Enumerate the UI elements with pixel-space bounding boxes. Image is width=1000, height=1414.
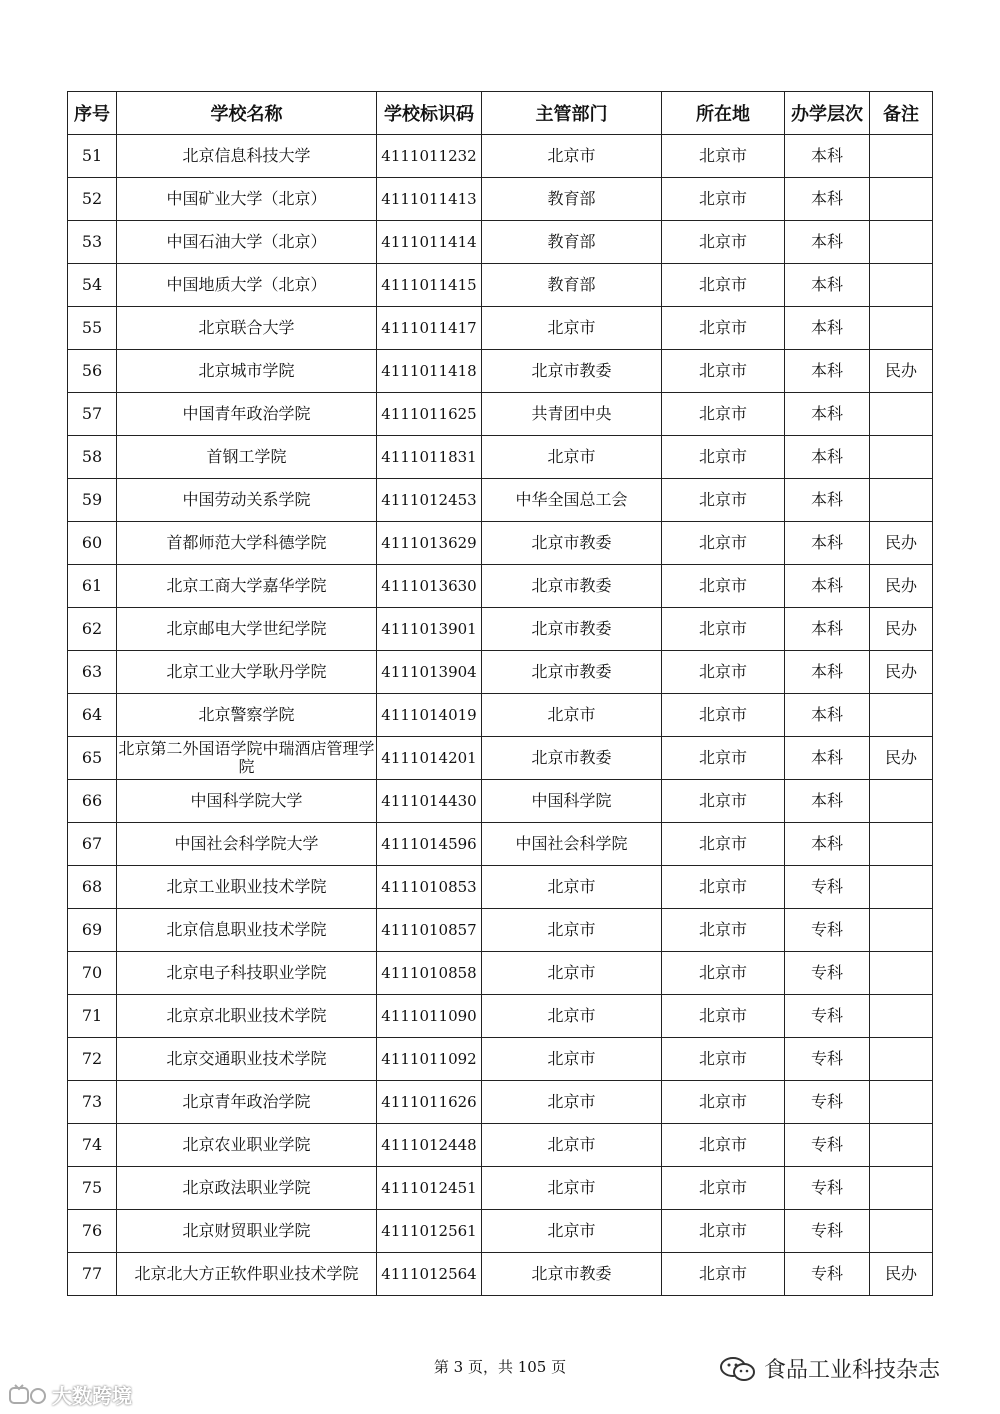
cell-school-code: 4111012561 [377,1210,482,1253]
cell-school-code: 4111012448 [377,1124,482,1167]
cell-school-name: 中国石油大学（北京） [117,221,377,264]
cell-authority: 北京市 [482,1124,662,1167]
cell-school-name: 北京联合大学 [117,307,377,350]
cell-level: 本科 [785,565,870,608]
cell-authority: 北京市 [482,135,662,178]
table-row [68,393,933,436]
cell-authority: 北京市 [482,694,662,737]
cell-authority: 北京市 [482,909,662,952]
cell-school-code: 4111014201 [377,737,482,780]
watermark-right-text: 食品工业科技杂志 [764,1358,941,1383]
cell-school-code: 4111011418 [377,350,482,393]
page-number: 第 3 页，共 105 页 [433,1358,567,1376]
table-row [68,909,933,952]
cell-school-code: 4111011414 [377,221,482,264]
cell-index: 53 [68,221,117,264]
cell-level: 本科 [785,608,870,651]
cell-level: 本科 [785,479,870,522]
cell-remarks [870,479,933,522]
cell-authority: 北京市教委 [482,1253,662,1296]
cell-authority: 教育部 [482,221,662,264]
cell-school-code: 4111011417 [377,307,482,350]
cell-school-name: 北京工商大学嘉华学院 [117,565,377,608]
cell-index: 57 [68,393,117,436]
table-row [68,221,933,264]
cell-location: 北京市 [662,780,785,823]
header-remarks: 备注 [870,92,933,135]
cell-level: 本科 [785,780,870,823]
cell-level: 本科 [785,264,870,307]
table-row [68,436,933,479]
cell-location: 北京市 [662,1210,785,1253]
cell-remarks [870,823,933,866]
cell-school-code: 4111011626 [377,1081,482,1124]
cell-level: 本科 [785,178,870,221]
cell-location: 北京市 [662,178,785,221]
cell-index: 55 [68,307,117,350]
cell-location: 北京市 [662,479,785,522]
cell-authority: 中华全国总工会 [482,479,662,522]
cell-school-name: 北京信息科技大学 [117,135,377,178]
cell-location: 北京市 [662,307,785,350]
cell-school-code: 4111011625 [377,393,482,436]
cell-authority: 中国社会科学院 [482,823,662,866]
cell-index: 54 [68,264,117,307]
cell-authority: 北京市 [482,995,662,1038]
cell-level: 专科 [785,1253,870,1296]
cell-school-name: 中国劳动关系学院 [117,479,377,522]
cell-location: 北京市 [662,608,785,651]
cell-school-name: 中国科学院大学 [117,780,377,823]
cell-location: 北京市 [662,995,785,1038]
cell-remarks [870,1167,933,1210]
cell-school-name: 北京青年政治学院 [117,1081,377,1124]
table-row [68,178,933,221]
table-row [68,866,933,909]
cell-school-name: 首都师范大学科德学院 [117,522,377,565]
cell-authority: 北京市教委 [482,651,662,694]
cell-location: 北京市 [662,522,785,565]
cell-remarks [870,264,933,307]
cell-school-code: 4111011090 [377,995,482,1038]
cell-school-code: 4111013629 [377,522,482,565]
cell-level: 专科 [785,1167,870,1210]
cell-school-code: 4111011415 [377,264,482,307]
table-row [68,1167,933,1210]
cell-remarks [870,780,933,823]
cell-index: 70 [68,952,117,995]
cell-remarks [870,1210,933,1253]
cell-index: 63 [68,651,117,694]
cell-location: 北京市 [662,350,785,393]
cell-level: 专科 [785,1210,870,1253]
cell-school-name: 中国矿业大学（北京） [117,178,377,221]
cell-index: 67 [68,823,117,866]
cell-school-code: 4111014596 [377,823,482,866]
cell-school-code: 4111012453 [377,479,482,522]
cell-level: 专科 [785,866,870,909]
wechat-icon [718,1354,758,1384]
cell-index: 60 [68,522,117,565]
cell-location: 北京市 [662,823,785,866]
cell-authority: 北京市 [482,1210,662,1253]
cell-remarks [870,135,933,178]
table-row [68,1210,933,1253]
cell-index: 69 [68,909,117,952]
cell-school-code: 4111012451 [377,1167,482,1210]
cell-remarks [870,909,933,952]
cell-authority: 北京市 [482,952,662,995]
table-row [68,350,933,393]
cell-level: 本科 [785,436,870,479]
cell-index: 71 [68,995,117,1038]
table-row [68,737,933,780]
table-row [68,952,933,995]
cell-authority: 北京市 [482,307,662,350]
cell-school-code: 4111014019 [377,694,482,737]
cell-level: 专科 [785,909,870,952]
cell-remarks: 民办 [870,608,933,651]
cell-school-name: 北京邮电大学世纪学院 [117,608,377,651]
cell-location: 北京市 [662,737,785,780]
header-authority: 主管部门 [482,92,662,135]
table-row [68,264,933,307]
table-row [68,694,933,737]
cell-remarks [870,1124,933,1167]
cell-level: 本科 [785,135,870,178]
cell-index: 52 [68,178,117,221]
cell-authority: 中国科学院 [482,780,662,823]
cell-index: 64 [68,694,117,737]
header-school-code: 学校标识码 [377,92,482,135]
table-body [68,135,933,1296]
table-row [68,135,933,178]
table-row [68,1038,933,1081]
table-row [68,522,933,565]
cell-level: 专科 [785,952,870,995]
cell-level: 专科 [785,995,870,1038]
cell-index: 65 [68,737,117,780]
cell-location: 北京市 [662,565,785,608]
cell-school-code: 4111013904 [377,651,482,694]
cell-authority: 北京市 [482,866,662,909]
cell-school-code: 4111010857 [377,909,482,952]
cell-authority: 北京市教委 [482,565,662,608]
cell-index: 56 [68,350,117,393]
cell-school-name: 北京京北职业技术学院 [117,995,377,1038]
cell-authority: 北京市 [482,1038,662,1081]
cell-remarks [870,178,933,221]
watermark-right [718,1353,940,1384]
cell-remarks [870,1081,933,1124]
cell-authority: 北京市教委 [482,522,662,565]
cell-school-name: 首钢工学院 [117,436,377,479]
table-row [68,307,933,350]
cell-location: 北京市 [662,436,785,479]
table-row [68,1253,933,1296]
cell-location: 北京市 [662,651,785,694]
cell-school-name: 北京农业职业学院 [117,1124,377,1167]
cell-level: 本科 [785,350,870,393]
cell-remarks: 民办 [870,1253,933,1296]
cell-authority: 北京市 [482,1167,662,1210]
cell-authority: 北京市教委 [482,608,662,651]
cell-remarks [870,995,933,1038]
tv-icon [8,1383,48,1407]
cell-school-code: 4111011232 [377,135,482,178]
table-row [68,823,933,866]
cell-index: 62 [68,608,117,651]
cell-school-code: 4111010853 [377,866,482,909]
cell-index: 59 [68,479,117,522]
cell-remarks: 民办 [870,350,933,393]
cell-authority: 教育部 [482,178,662,221]
cell-location: 北京市 [662,909,785,952]
table-row [68,565,933,608]
cell-school-name: 北京电子科技职业学院 [117,952,377,995]
cell-school-name: 北京警察学院 [117,694,377,737]
cell-index: 75 [68,1167,117,1210]
cell-location: 北京市 [662,952,785,995]
cell-level: 本科 [785,694,870,737]
cell-location: 北京市 [662,1167,785,1210]
watermark-left [8,1380,132,1409]
watermark-left-text: 大数跨境 [52,1384,132,1408]
table-row [68,780,933,823]
cell-school-code: 4111011413 [377,178,482,221]
cell-index: 72 [68,1038,117,1081]
cell-location: 北京市 [662,221,785,264]
cell-school-name: 北京信息职业技术学院 [117,909,377,952]
header-row [68,92,933,135]
cell-location: 北京市 [662,866,785,909]
cell-remarks [870,952,933,995]
cell-authority: 北京市教委 [482,737,662,780]
cell-authority: 共青团中央 [482,393,662,436]
cell-school-name: 中国青年政治学院 [117,393,377,436]
cell-index: 76 [68,1210,117,1253]
cell-remarks [870,307,933,350]
cell-school-code: 4111014430 [377,780,482,823]
cell-location: 北京市 [662,1253,785,1296]
cell-remarks [870,866,933,909]
cell-index: 66 [68,780,117,823]
cell-school-name: 北京城市学院 [117,350,377,393]
cell-remarks [870,436,933,479]
cell-school-name: 北京政法职业学院 [117,1167,377,1210]
cell-school-name: 北京北大方正软件职业技术学院 [117,1253,377,1296]
header-level: 办学层次 [785,92,870,135]
cell-location: 北京市 [662,1081,785,1124]
cell-level: 本科 [785,221,870,264]
cell-school-code: 4111013901 [377,608,482,651]
cell-location: 北京市 [662,264,785,307]
cell-level: 本科 [785,393,870,436]
cell-school-code: 4111012564 [377,1253,482,1296]
cell-school-name: 北京第二外国语学院中瑞酒店管理学院 [117,737,377,780]
cell-location: 北京市 [662,135,785,178]
cell-school-code: 4111013630 [377,565,482,608]
cell-school-name: 中国社会科学院大学 [117,823,377,866]
cell-remarks [870,393,933,436]
cell-index: 61 [68,565,117,608]
cell-level: 本科 [785,823,870,866]
cell-level: 本科 [785,651,870,694]
cell-index: 68 [68,866,117,909]
cell-location: 北京市 [662,1124,785,1167]
table-row [68,995,933,1038]
cell-school-name: 北京财贸职业学院 [117,1210,377,1253]
header-location: 所在地 [662,92,785,135]
cell-index: 73 [68,1081,117,1124]
table-row [68,479,933,522]
cell-remarks: 民办 [870,522,933,565]
header-index: 序号 [68,92,117,135]
cell-index: 58 [68,436,117,479]
cell-level: 专科 [785,1124,870,1167]
cell-school-code: 4111011831 [377,436,482,479]
cell-remarks: 民办 [870,565,933,608]
cell-level: 专科 [785,1081,870,1124]
table-row [68,608,933,651]
cell-authority: 北京市 [482,1081,662,1124]
cell-school-name: 北京交通职业技术学院 [117,1038,377,1081]
cell-location: 北京市 [662,694,785,737]
table-row [68,1124,933,1167]
cell-school-name: 北京工业职业技术学院 [117,866,377,909]
table-row [68,1081,933,1124]
cell-school-code: 4111010858 [377,952,482,995]
cell-level: 本科 [785,522,870,565]
cell-authority: 北京市 [482,436,662,479]
cell-remarks: 民办 [870,737,933,780]
cell-authority: 教育部 [482,264,662,307]
cell-school-name: 北京工业大学耿丹学院 [117,651,377,694]
cell-index: 77 [68,1253,117,1296]
cell-location: 北京市 [662,1038,785,1081]
cell-remarks [870,694,933,737]
cell-school-name: 中国地质大学（北京） [117,264,377,307]
cell-level: 本科 [785,737,870,780]
cell-school-code: 4111011092 [377,1038,482,1081]
cell-remarks [870,221,933,264]
cell-level: 专科 [785,1038,870,1081]
cell-level: 本科 [785,307,870,350]
school-table [67,91,933,1296]
cell-remarks: 民办 [870,651,933,694]
cell-authority: 北京市教委 [482,350,662,393]
table-row [68,651,933,694]
cell-index: 51 [68,135,117,178]
cell-index: 74 [68,1124,117,1167]
header-school-name: 学校名称 [117,92,377,135]
cell-location: 北京市 [662,393,785,436]
cell-remarks [870,1038,933,1081]
